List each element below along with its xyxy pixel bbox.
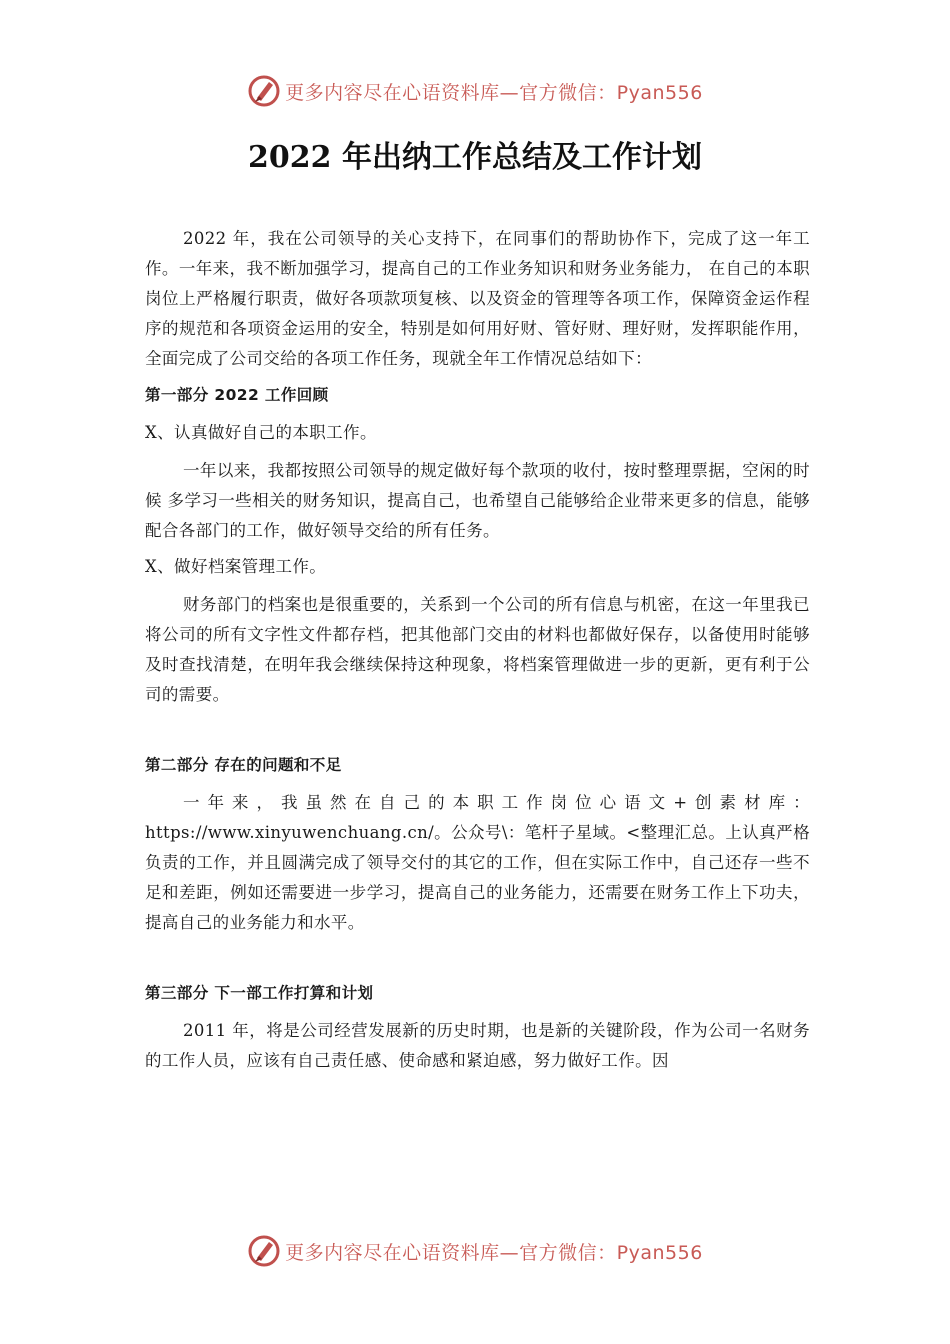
section-heading-part3: 第三部分 下一部工作打算和计划 [145, 984, 374, 1002]
header-watermark [0, 74, 950, 108]
paragraph-problems: 一年来，我虽然在自己的本职工作岗位心语文+创素材库：https://www.xinyuwenchuang.cn/。公众号\：笔杆子星域。<整理汇总。上认真严格负责的工作，并且圆满完成了领导交付的其它的工作，但在实际工作中，自己还存一些不足和差距，例如还需要进一步学习，提高自己的业务能力，还需要在财务工作上下功夫，提高自己的业务能力和水平。 [145, 793, 810, 932]
watermark-text: 更多内容尽在心语资料库—官方微信：Pyan556 [285, 81, 703, 104]
document-title: 2022 年出纳工作总结及工作计划 [248, 140, 702, 175]
footer-watermark [0, 1234, 950, 1268]
intro-paragraph: 2022 年，我在公司领导的关心支持下，在同事们的帮助协作下，完成了这一年工作。一年来，我不断加强学习，提高自己的工作业务知识和财务业务能力， 在自己的本职岗位上严格履行职责，做好各项款项复核、以及资金的管理等各项工作，保障资金运作程序的规范和各项资金运用的安全，特别是如何用好财、管好财、理好财，发挥职能作用，全面完成了公司交给的各项工作任务，现就全年工作情况总结如下： [145, 229, 810, 368]
document-body [145, 224, 810, 1082]
paragraph-plan: 2011 年，将是公司经营发展新的历史时期，也是新的关键阶段，作为公司一名财务的工作人员，应该有自己责任感、使命感和紧迫感，努力做好工作。因 [145, 1021, 810, 1070]
section-heading-part1: 第一部分 2022 工作回顾 [145, 386, 329, 404]
paragraph-archive: 财务部门的档案也是很重要的，关系到一个公司的所有信息与机密，在这一年里我已将公司的所有文字性文件都存档，把其他部门交由的材料也都做好保存，以备使用时能够及时查找清楚，在明年我会继续保持这种现象，将档案管理做进一步的更新，更有利于公司的需要。 [145, 595, 810, 704]
pen-seal-logo-icon [247, 74, 281, 108]
watermark-text: 更多内容尽在心语资料库—官方微信：Pyan556 [285, 1241, 703, 1264]
list-item-duty: X、认真做好自己的本职工作。 [145, 423, 377, 442]
list-item-archive: X、做好档案管理工作。 [145, 557, 327, 576]
section-heading-part2: 第二部分 存在的问题和不足 [145, 756, 342, 774]
paragraph-duty: 一年以来，我都按照公司领导的规定做好每个款项的收付，按时整理票据，空闲的时候 多学习一些相关的财务知识，提高自己，也希望自己能够给企业带来更多的信息，能够配合各部门的工作，做好领导交给的所有任务。 [145, 461, 810, 540]
pen-seal-logo-icon [247, 1234, 281, 1268]
